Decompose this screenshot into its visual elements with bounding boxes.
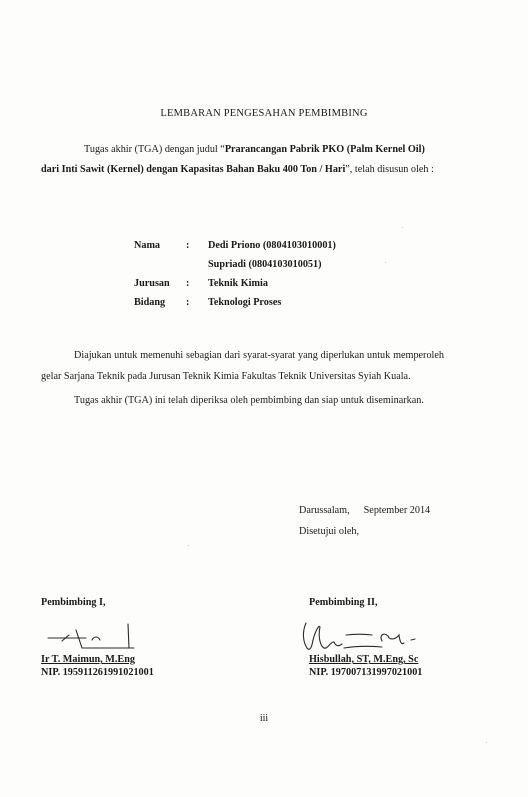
approved-label: Disetujui oleh, bbox=[299, 526, 359, 537]
bidang-value: Teknologi Proses bbox=[208, 297, 282, 308]
colon: : bbox=[186, 240, 190, 251]
advisor-1-name: Ir T. Maimun, M.Eng bbox=[41, 654, 135, 665]
advisor-2-heading: Pembimbing II, bbox=[309, 597, 378, 608]
info-row-bidang bbox=[134, 293, 336, 312]
info-row-jurusan bbox=[134, 274, 336, 293]
intro-suffix: ”, telah disusun oleh : bbox=[345, 164, 434, 175]
info-row-nama-2 bbox=[134, 255, 336, 274]
intro-paragraph bbox=[41, 140, 444, 180]
paragraph-2 bbox=[41, 390, 444, 411]
nama-label: Nama bbox=[134, 240, 161, 251]
body-text bbox=[41, 345, 444, 411]
paragraph-1 bbox=[41, 345, 444, 387]
thesis-title: Prarancangan Pabrik PKO (Palm Kernel Oil) dari Inti Sawit (Kernel) dengan Kapasitas Bahan Baku 400 Ton / Hari bbox=[41, 144, 425, 175]
date: September 2014 bbox=[363, 505, 431, 516]
jurusan-label: Jurusan bbox=[134, 278, 170, 289]
student-info bbox=[134, 236, 336, 312]
info-row-nama bbox=[134, 236, 336, 255]
advisor-1-heading: Pembimbing I, bbox=[41, 597, 106, 608]
colon: : bbox=[186, 297, 190, 308]
scan-speck bbox=[188, 545, 189, 546]
place-date-block bbox=[299, 500, 430, 542]
page-title: LEMBARAN PENGESAHAN PEMBIMBING bbox=[160, 108, 368, 119]
paragraph-1-text: Diajukan untuk memenuhi sebagian dari syarat-syarat yang diperlukan untuk memperoleh gelar Sarjana Teknik pada Jurusan Teknik Kimia Fakultas Teknik Universitas Syiah Kuala. bbox=[41, 350, 444, 382]
bidang-label: Bidang bbox=[134, 297, 166, 308]
advisor-1-signature bbox=[42, 614, 152, 658]
student-name-2: Supriadi (0804103010051) bbox=[208, 259, 322, 270]
scan-speck bbox=[402, 227, 403, 228]
advisor-2-nip: NIP. 197007131997021001 bbox=[309, 667, 423, 678]
advisor-1-block bbox=[41, 653, 154, 679]
colon: : bbox=[186, 278, 190, 289]
advisor-2-block bbox=[309, 653, 422, 679]
page-number: iii bbox=[259, 713, 269, 724]
advisor-1-nip: NIP. 195911261991021001 bbox=[41, 667, 154, 678]
student-name-1: Dedi Priono (0804103010001) bbox=[208, 240, 336, 251]
advisor-2-name: Hisbullah, ST, M.Eng, Sc bbox=[309, 654, 419, 665]
place: Darussalam, bbox=[299, 505, 350, 516]
jurusan-value: Teknik Kimia bbox=[208, 278, 268, 289]
scan-speck bbox=[486, 742, 487, 743]
paragraph-2-text: Tugas akhir (TGA) ini telah diperiksa oleh pembimbing dan siap untuk diseminarkan. bbox=[74, 395, 424, 406]
scan-speck bbox=[385, 262, 386, 263]
intro-prefix: Tugas akhir (TGA) dengan judul “ bbox=[84, 144, 225, 155]
